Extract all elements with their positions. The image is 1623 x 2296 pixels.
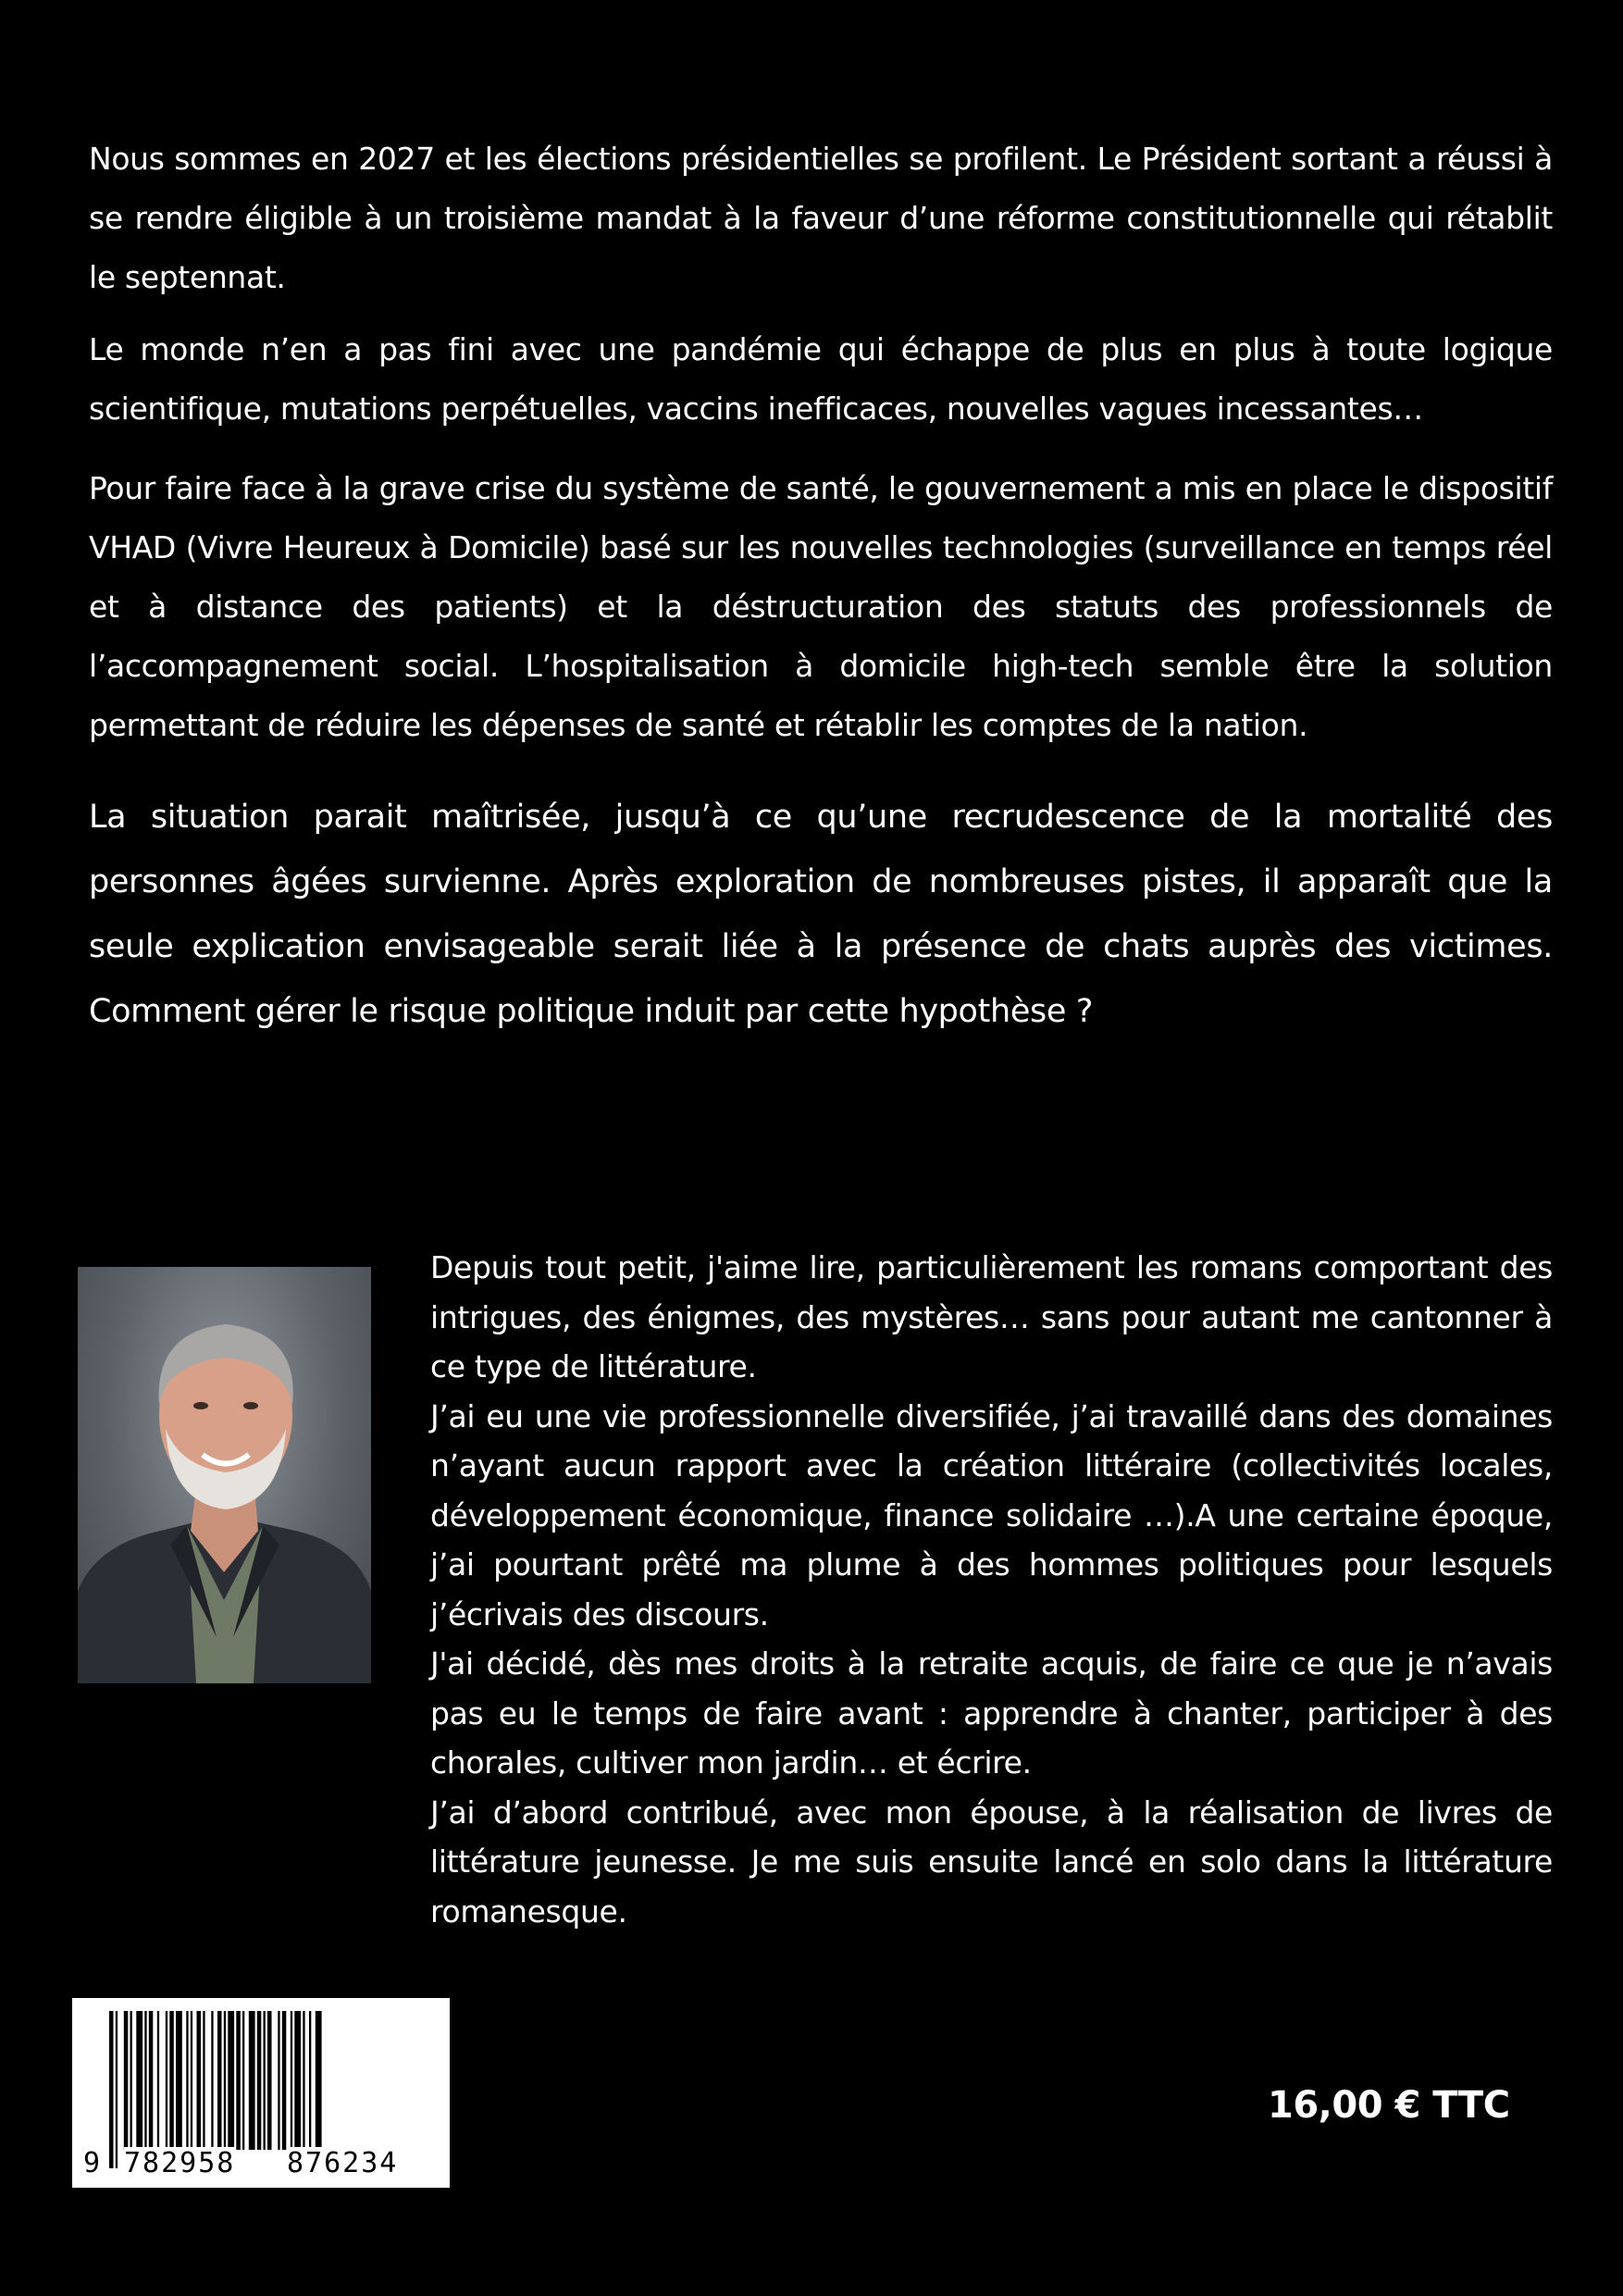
barcode-bar <box>144 2011 146 2150</box>
isbn-barcode <box>72 1998 450 2188</box>
barcode-bar <box>242 2011 244 2150</box>
isbn-digits <box>72 2143 450 2180</box>
barcode-bar <box>257 2011 262 2150</box>
synopsis-hook-paragraph: La situation parait maîtrisée, jusqu’à ce qu’une recrudescence de la mortalité des personnes âgées survienne. Après exploration de nombreuses pistes, il apparaît que la seule explication envisageable serait liée à la présence de chats auprès des victimes. Comment gérer le risque politique induit par cette hypothèse ? <box>89 799 1553 1030</box>
barcode-bar <box>267 2011 272 2150</box>
barcode-bar <box>303 2011 304 2150</box>
price-label: 16,00 € TTC <box>1268 2084 1510 2127</box>
barcode-bar <box>149 2011 154 2150</box>
bio-paragraph: Depuis tout petit, j'aime lire, particulièrement les romans comportant des intrigues, des énigmes, des mystères… sans pour autant me cantonner à ce type de littérature. <box>430 1249 1553 1384</box>
barcode-bar <box>157 2011 159 2150</box>
barcode-bar <box>282 2011 287 2150</box>
barcode-bar <box>176 2011 182 2150</box>
barcode-bar <box>228 2011 234 2150</box>
barcode-bar <box>278 2011 279 2150</box>
bio-paragraph: J'ai décidé, dès mes droits à la retraite acquis, de faire ce que je n’avais pas eu le temps de faire avant : apprendre à chanter, participer à des chorales, cultiver mon jardin… et écrire. <box>430 1645 1553 1781</box>
author-portrait-illustration <box>78 1267 371 1683</box>
isbn-first-digit: 9 <box>83 2147 101 2179</box>
back-cover-synopsis <box>89 130 1553 1044</box>
author-photo <box>78 1267 371 1683</box>
barcode-bar <box>236 2011 240 2150</box>
barcode-bar <box>264 2011 266 2150</box>
barcode-bar <box>130 2011 132 2150</box>
bio-paragraph: J’ai d’abord contribué, avec mon épouse, à la réalisation de livres de littérature jeunesse. Je me suis ensuite lancé en solo dans la littérature romanesque. <box>430 1793 1553 1930</box>
barcode-bar <box>197 2011 202 2150</box>
barcode-bar <box>249 2011 255 2150</box>
isbn-left-group: 782958 <box>124 2147 236 2179</box>
bio-paragraph: J’ai eu une vie professionnelle diversifiée, j’ai travaillé dans des domaines n’ayant aucun rapport avec la création littéraire (collectivités locales, développement économique, finance solidaire …).A une certaine époque, j’ai pourtant prêté ma plume à des hommes politiques pour lesquels j’écrivais des discours. <box>430 1397 1553 1632</box>
synopsis-paragraph: Nous sommes en 2027 et les élections présidentielles se profilent. Le Président sortant a réussi à se rendre éligible à un troisième mandat à la faveur d’une réforme constitutionnelle qui rétablit le septennat. <box>89 141 1553 295</box>
barcode-bar <box>186 2011 188 2150</box>
isbn-right-group: 876234 <box>287 2147 399 2179</box>
barcode-bar <box>169 2011 174 2150</box>
barcode-bar <box>294 2011 301 2150</box>
synopsis-paragraph: Le monde n’en a pas fini avec une pandémie qui échappe de plus en plus à toute logique scientifique, mutations perpétuelles, vaccins inefficaces, nouvelles vagues incessantes… <box>89 331 1553 427</box>
barcode-bar <box>309 2011 311 2150</box>
barcode-bar <box>124 2011 129 2150</box>
barcode-bar <box>136 2011 142 2150</box>
synopsis-paragraph: Pour faire face à la grave crise du système de santé, le gouvernement a mis en place le dispositif VHAD (Vivre Heureux à Domicile) basé sur les nouvelles technologies (surveillance en temps réel et à distance des patients) et la déstructuration des statuts des professionnels de l’accompagnement social. L’hospitalisation à domicile high-tech semble être la solution permettant de réduire les dépenses de santé et rétablir les comptes de la nation. <box>89 470 1553 743</box>
author-biography <box>430 1243 1553 1936</box>
barcode-bar <box>291 2011 292 2150</box>
barcode-bar <box>166 2011 167 2150</box>
barcode-bar <box>224 2011 226 2150</box>
barcode-bar <box>191 2011 192 2150</box>
barcode-bar <box>203 2011 204 2150</box>
